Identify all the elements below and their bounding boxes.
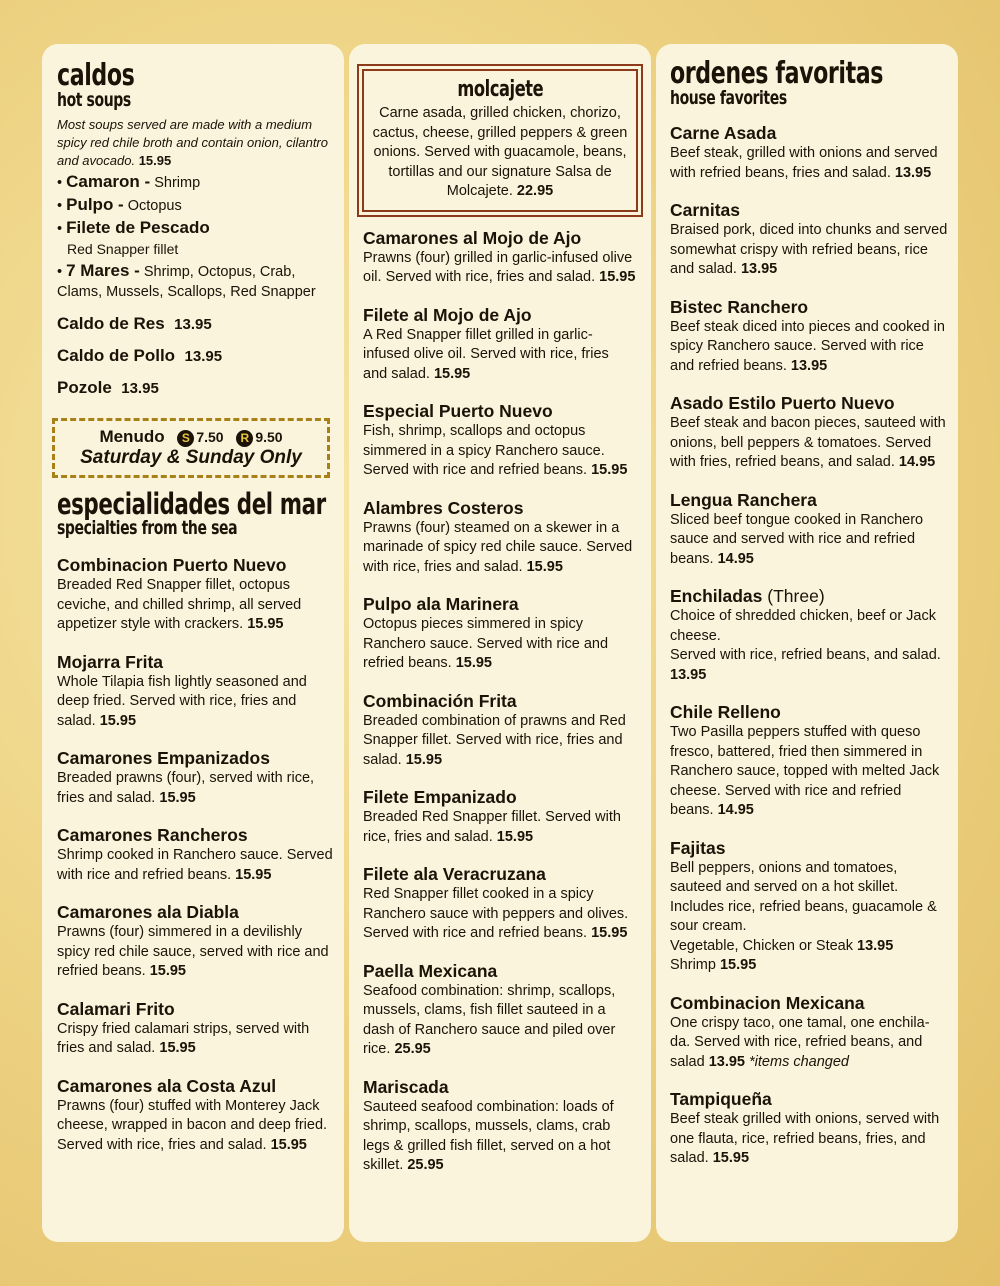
item-price: 15.95 [433, 365, 471, 382]
menu-item [670, 200, 948, 280]
list-item: • Filete de Pescado Red Snapper fillet [57, 218, 210, 257]
item-price: 15.95 [526, 558, 563, 575]
menu-item: Caldo de Pollo 13.95 [57, 346, 223, 365]
menu-item [363, 401, 637, 481]
caldos-subtitle: hot soups [57, 89, 131, 111]
item-price: 15.95 [270, 1136, 307, 1153]
menu-item: Pozole 13.95 [57, 378, 159, 397]
menu-item [363, 864, 637, 944]
item-price: 15.95 [99, 712, 137, 729]
menu-item [363, 1077, 637, 1176]
item-name: Combinacion Mexicana [670, 992, 865, 1013]
item-name: Fajitas [670, 837, 726, 858]
item-price: 15.95 [496, 828, 534, 845]
item-name: Especial Puerto Nuevo [363, 401, 553, 421]
menu-item [57, 902, 334, 982]
menu-item [363, 498, 637, 578]
menu-item [363, 305, 637, 385]
item-price: 15.95 [405, 751, 443, 768]
menu-item [363, 228, 637, 288]
soup-list [57, 172, 334, 302]
item-description: Prawns (four) grilled in garlic-infused olive oil. Served with rice, fries and salad. 15.95 [363, 249, 636, 285]
menu-item [670, 490, 948, 570]
menu-item [57, 652, 334, 732]
item-description: Sliced beef tongue cooked in Ranchero sauce and served with rice and refried beans. 14.95 [670, 511, 924, 567]
menu-item [670, 123, 948, 183]
item-price: 13.95 [740, 261, 778, 277]
item-description: One crispy taco, one tamal, one enchila-da. Served with rice, refried beans, and salad 13.95 *items changed [670, 1014, 930, 1070]
item-name: Mariscada [363, 1076, 449, 1097]
menu-item [57, 1076, 334, 1156]
caldos-intro: Most soups served are made with a medium spicy red chile broth and contain onion, cilantro and avocado. 15.95 [57, 117, 328, 168]
caldos-title: caldos [57, 58, 135, 93]
item-price: 15.95 [591, 925, 628, 941]
list-item: • Pulpo - Octopus [57, 195, 182, 214]
item-price: 25.95 [407, 1157, 444, 1173]
item-description: Octopus pieces simmered in spicy Ranchero sauce. Served with rice and refried beans. 15.95 [363, 616, 609, 671]
item-price: 15.95 [247, 616, 284, 632]
list-item: • 7 Mares - Shrimp, Octopus, Crab, Clams, Mussels, Scallops, Red Snapper [57, 261, 316, 300]
item-name: Filete al Mojo de Ajo [363, 304, 532, 325]
item-name: Tampiqueña [670, 1089, 772, 1109]
menu-item [670, 993, 948, 1073]
item-description: Beef steak diced into pieces and cooked in spicy Ranchero sauce. Served with rice and refried beans. 13.95 [670, 318, 945, 374]
item-name: Filete ala Veracruzana [363, 864, 546, 884]
mar-title: especialidades del mar [57, 487, 326, 521]
item-name: Lengua Ranchera [670, 489, 817, 510]
small-size-icon: S [177, 430, 194, 447]
item-name: Camarones Rancheros [57, 825, 248, 845]
item-description: Beef steak grilled with onions, served with one flauta, rice, refried beans, fries, and salad. 15.95 [670, 1111, 940, 1166]
favoritas-title: ordenes favoritas [670, 56, 884, 91]
item-description: Braised pork, diced into chunks and served somewhat crispy with refried beans, rice and salad. 13.95 [670, 222, 948, 277]
item-description: Breaded prawns (four), served with rice, fries and salad. 15.95 [57, 770, 315, 806]
item-description: Beef steak, grilled with onions and served with refried beans, fries and salad. 13.95 [670, 145, 938, 181]
item-price: 14.95 [717, 550, 754, 567]
item-price: 15.95 [159, 789, 196, 806]
item-description: Prawns (four) stuffed with Monterey Jack cheese, wrapped in bacon and deep fried. Served with rice, fries and salad. 15.95 [57, 1097, 328, 1153]
molcajete-title: molcajete [457, 77, 543, 102]
item-name: Chile Relleno [670, 702, 781, 722]
menu-item [670, 702, 948, 821]
item-name: Mojarra Frita [57, 651, 163, 672]
mar-items [57, 555, 334, 1155]
item-description: Breaded Red Snapper fillet. Served with rice, fries and salad. 15.95 [363, 809, 621, 845]
item-description: Prawns (four) steamed on a skewer in a marinade of spicy red chile sauce. Served with rice, fries and salad. 15.95 [363, 519, 633, 575]
item-price: 15.95 [591, 462, 628, 478]
item-name: Calamari Frito [57, 998, 175, 1019]
item-price: 15.95 [149, 963, 186, 979]
item-name: Bistec Ranchero [670, 296, 809, 317]
item-price: 13.95 [894, 164, 932, 181]
item-name: Camarones Empanizados [57, 748, 270, 768]
item-name: Alambres Costeros [363, 497, 524, 518]
regular-size-icon: R [236, 430, 253, 447]
item-name: Filete Empanizado [363, 787, 517, 807]
mar-subtitle: specialties from the sea [57, 517, 238, 539]
middle-column [349, 44, 651, 1242]
menu-item [57, 999, 334, 1059]
item-description: Fish, shrimp, scallops and octopus simmered in a spicy Ranchero sauce. Served with rice and refried beans. 15.95 [363, 423, 628, 478]
menu-item [670, 586, 948, 685]
item-description: Seafood combination: shrimp, scallops, mussels, clams, fish fillet sauteed in a dash of Ranchero sauce and piled over rice. 25.95 [363, 982, 616, 1057]
menu-item [363, 787, 637, 847]
item-price: 15.95 [599, 269, 636, 285]
item-price: 15.95 [159, 1040, 196, 1056]
item-name: Carne Asada [670, 123, 777, 143]
item-name: Combinación Frita [363, 690, 517, 711]
favoritas-subtitle: house favorites [670, 87, 787, 109]
item-description: Whole Tilapia fish lightly seasoned and deep fried. Served with rice, fries and salad. 15.95 [57, 673, 307, 729]
menu-item [57, 825, 334, 885]
item-description: Prawns (four) simmered in a devilishly spicy red chile sauce, served with rice and refried beans. 15.95 [57, 924, 329, 979]
item-description: Crispy fried calamari strips, served with fries and salad. 15.95 [57, 1020, 310, 1056]
item-name: Combinacion Puerto Nuevo [57, 555, 287, 575]
item-price: 13.95 [708, 1053, 745, 1070]
item-description: Breaded Red Snapper fillet, octopus ceviche, and chilled shrimp, all served appetizer style with crackers. 15.95 [57, 577, 302, 632]
menu-item [363, 594, 637, 674]
item-description: Shrimp cooked in Ranchero sauce. Served with rice and refried beans. 15.95 [57, 847, 333, 883]
item-description: Breaded combination of prawns and Red Snapper fillet. Served with rice, fries and salad. 15.95 [363, 712, 626, 768]
menu-item [363, 961, 637, 1060]
menu-item [670, 1089, 948, 1169]
item-description: Beef steak and bacon pieces, sauteed with onions, bell peppers & tomatoes. Served with fries, refried beans, and salad. 14.95 [670, 415, 946, 470]
item-description: A Red Snapper fillet grilled in garlic-infused olive oil. Served with rice, fries and salad. 15.95 [363, 326, 609, 382]
list-item: • Camaron - Shrimp [57, 172, 201, 191]
item-price: 15.95 [712, 1150, 750, 1166]
item-description: Choice of shredded chicken, beef or Jack cheese. Served with rice, refried beans, and salad. 13.95 [670, 608, 941, 683]
item-price: 14.95 [898, 454, 936, 470]
item-description: Bell peppers, onions and tomatoes, sauteed and served on a hot skillet. Includes rice, refried beans, guacamole & sour cream. Vegetable, Chicken or Steak 13.95 Shrimp 15.95 [670, 859, 937, 973]
middle-items [357, 228, 643, 1176]
item-price: 13.95 [790, 357, 828, 374]
menu-item: Caldo de Res 13.95 [57, 314, 212, 333]
molcajete-box: molcajete Carne asada, grilled chicken, chorizo, cactus, cheese, grilled peppers & green onions. Served with guacamole, beans, tortillas and our signature Salsa de Molcajete. 22.95 [357, 64, 643, 217]
item-name: Pulpo ala Marinera [363, 594, 519, 614]
item-name: Asado Estilo Puerto Nuevo [670, 393, 895, 413]
item-price: 13.95 [670, 666, 707, 683]
menudo-box: Menudo S 7.50 R 9.50 Saturday & Sunday Only [52, 418, 330, 478]
right-column [656, 44, 958, 1242]
menu-item [670, 838, 948, 976]
left-column [42, 44, 344, 1242]
menu-item [670, 393, 948, 473]
item-description: Red Snapper fillet cooked in a spicy Ranchero sauce with peppers and olives. Served with rice and refried beans. 15.95 [363, 886, 629, 941]
item-price: 25.95 [394, 1041, 431, 1057]
menu-item [363, 691, 637, 771]
item-price: 15.95 [455, 655, 492, 671]
item-description: Sauteed seafood combination: loads of shrimp, scallops, mussels, clams, crab legs & grilled fish fillet, served on a hot skillet. 25.95 [363, 1098, 614, 1173]
item-description: Two Pasilla peppers stuffed with queso fresco, battered, fried then simmered in Ranchero sauce, topped with melted Jack cheese. Served with rice and refried beans. 14.95 [670, 724, 940, 818]
menu-item [57, 555, 334, 635]
menu-item [57, 748, 334, 808]
item-name: Paella Mexicana [363, 960, 498, 981]
item-name: Camarones ala Costa Azul [57, 1075, 277, 1096]
item-price: 15.95 [235, 866, 272, 883]
item-price: 14.95 [717, 802, 754, 818]
favoritas-items [670, 123, 948, 1169]
item-name: Carnitas [670, 200, 741, 220]
item-name: Enchiladas (Three) [670, 586, 825, 606]
item-name: Camarones al Mojo de Ajo [363, 227, 582, 248]
item-name: Camarones ala Diabla [57, 902, 239, 922]
menu-item [670, 297, 948, 377]
